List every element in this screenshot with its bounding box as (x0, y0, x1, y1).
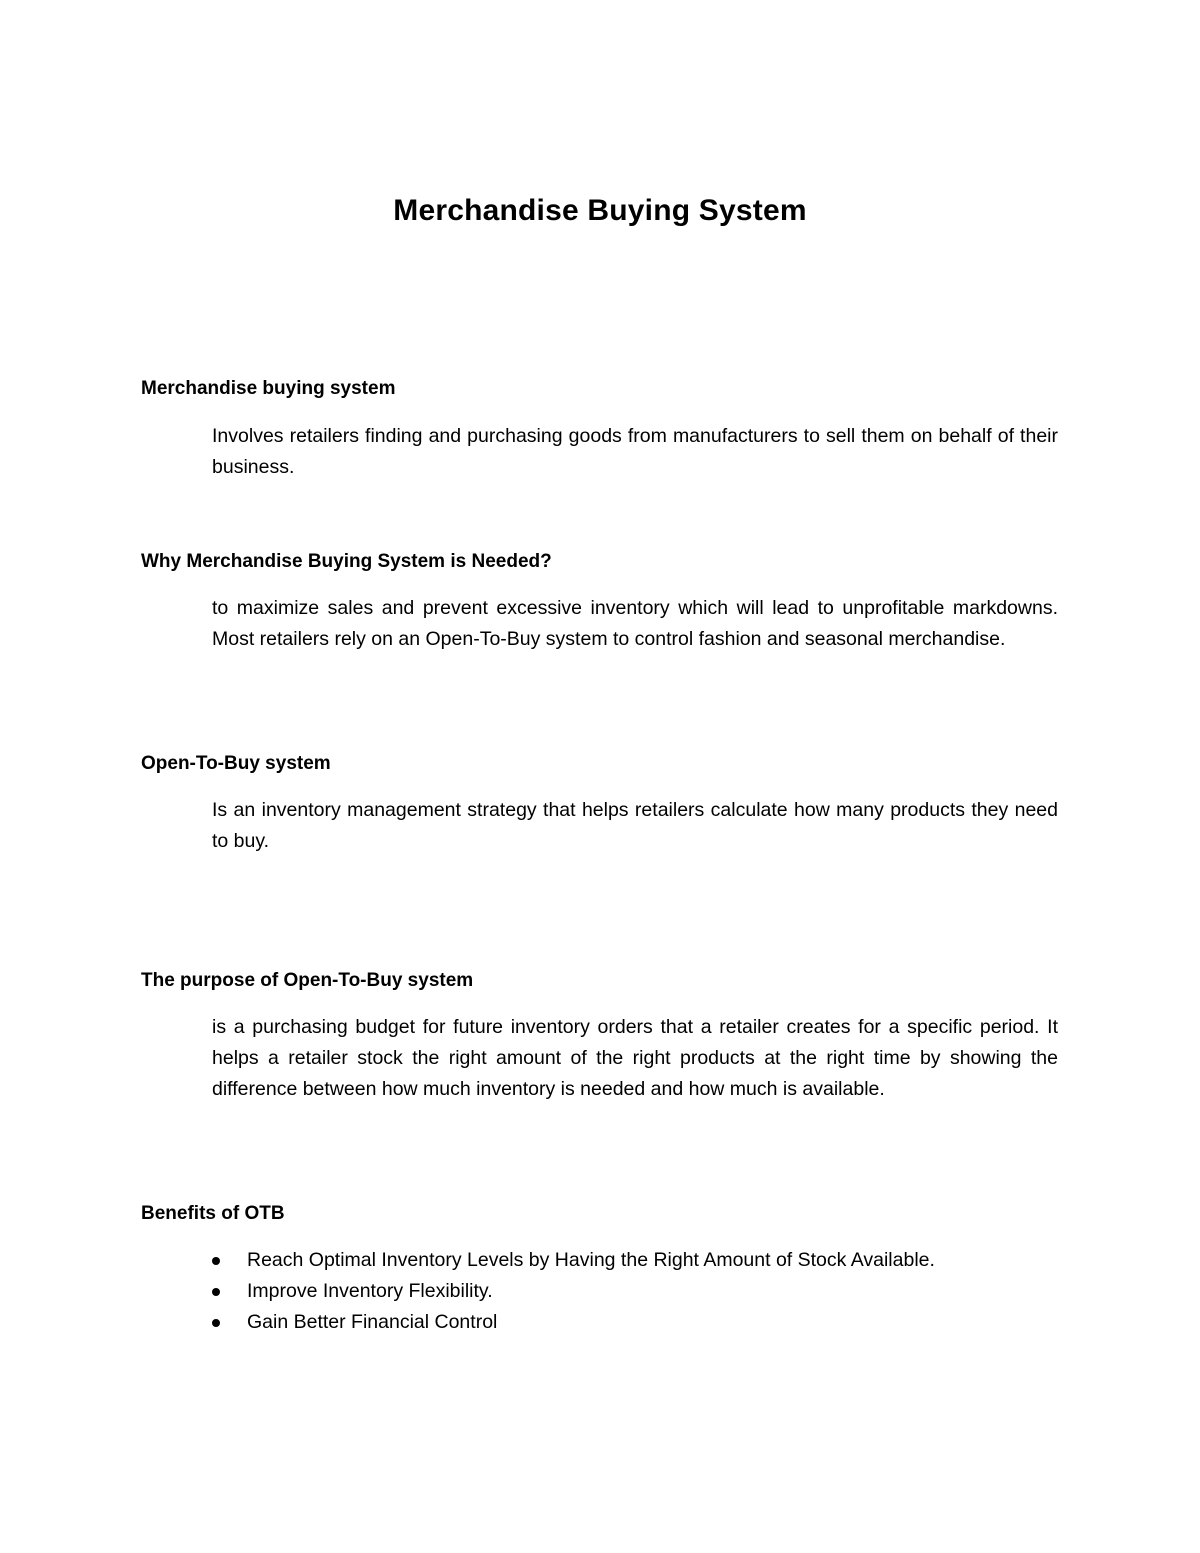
bullet-icon (212, 1319, 220, 1327)
bullet-icon (212, 1257, 220, 1265)
list-item-text: Reach Optimal Inventory Levels by Having the Right Amount of Stock Available. (247, 1249, 935, 1271)
list-item-text: Gain Better Financial Control (247, 1311, 498, 1333)
bullet-icon (212, 1288, 220, 1296)
benefits-list (212, 1245, 935, 1338)
list-item (212, 1245, 935, 1276)
section-heading-otb-purpose: The purpose of Open-To-Buy system (141, 970, 474, 991)
section-body-why-needed: to maximize sales and prevent excessive inventory which will lead to unprofitable markdowns. Most retailers rely on an Open-To-Buy system to control fashion and seasonal merchandise. (212, 597, 1058, 650)
list-item (212, 1307, 935, 1338)
section-body-open-to-buy: Is an inventory management strategy that helps retailers calculate how many products they need to buy. (212, 799, 1058, 852)
section-body-otb-purpose: is a purchasing budget for future inventory orders that a retailer creates for a specific period. It helps a retailer stock the right amount of the right products at the right time by showing the difference between how much inventory is needed and how much is available. (212, 1016, 1058, 1100)
section-heading-why-needed: Why Merchandise Buying System is Needed? (141, 551, 552, 572)
section-heading-merchandise-buying-system: Merchandise buying system (141, 378, 396, 399)
section-heading-otb-benefits: Benefits of OTB (141, 1203, 285, 1224)
list-item (212, 1276, 935, 1307)
document-title: Merchandise Buying System (393, 194, 807, 227)
list-item-text: Improve Inventory Flexibility. (247, 1280, 493, 1302)
section-body-merchandise-buying-system: Involves retailers finding and purchasing goods from manufacturers to sell them on behalf of their business. (212, 425, 1058, 478)
section-heading-open-to-buy: Open-To-Buy system (141, 753, 331, 774)
